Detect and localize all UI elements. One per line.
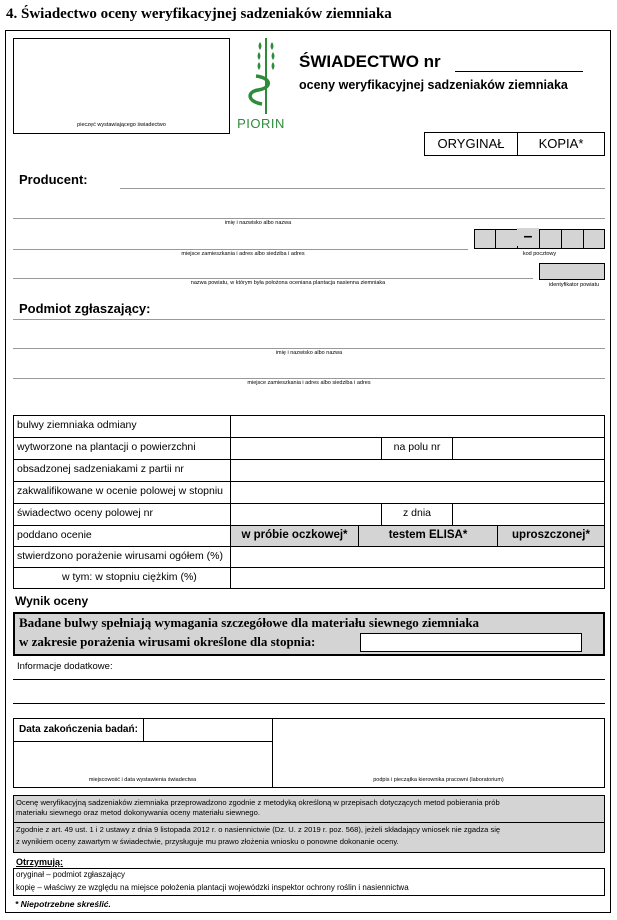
county-caption: nazwa powiatu, w którym była położona oceniana plantacja nasienna ziemniaka bbox=[190, 280, 386, 286]
postcode-dash: – bbox=[517, 228, 539, 246]
applicant-name-line bbox=[13, 348, 605, 349]
tab-copy-label: KOPIA* bbox=[538, 136, 584, 151]
producer-line-1 bbox=[120, 188, 605, 189]
additional-info-line-1 bbox=[13, 679, 605, 680]
producer-label: Producent: bbox=[19, 172, 88, 187]
virus-severe-text: w tym: w stopniu ciężkim (%) bbox=[62, 571, 197, 583]
row-field-cert-label: świadectwo oceny polowej nr bbox=[13, 503, 231, 526]
county-id-caption: identyfikator powiatu bbox=[548, 282, 600, 288]
dated-label: z dnia bbox=[381, 503, 453, 526]
applicant-address-caption: miejsce zamieszkania i adres albo siedziba i adres bbox=[247, 380, 371, 386]
recipients-label: Otrzymują: bbox=[16, 857, 64, 867]
producer-name-caption: imię i nazwisko albo nazwa bbox=[224, 220, 292, 226]
result-label: Wynik oceny bbox=[15, 594, 89, 608]
stamp-caption: pieczęć wystawiającego świadectwo bbox=[77, 122, 166, 128]
additional-info-label: Informacje dodatkowe: bbox=[17, 661, 113, 672]
row-planted-field[interactable] bbox=[230, 459, 605, 482]
result-line-2: w zakresie porażenia wirusami określone dla stopnia: bbox=[19, 634, 316, 649]
tab-original[interactable] bbox=[424, 132, 518, 156]
field-no-field[interactable] bbox=[452, 437, 605, 460]
cert-number-line bbox=[455, 71, 583, 72]
piorin-logo bbox=[236, 36, 286, 134]
recipient-original: oryginał – podmiot zgłaszający bbox=[16, 870, 125, 879]
row-produced-label: wytworzone na plantacji o powierzchni bbox=[13, 437, 231, 460]
field-no-label: na polu nr bbox=[381, 437, 453, 460]
tab-original-label: ORYGINAŁ bbox=[437, 136, 505, 151]
result-line-1: Badane bulwy spełniają wymagania szczegółowe dla materiału siewnego ziemniaka bbox=[19, 615, 480, 630]
county-line bbox=[13, 278, 533, 279]
notes-line-4: z wynikiem oceny zawartym w świadectwie, przysługuje mu prawo złożenia wniosku o ponowne dokonanie oceny. bbox=[16, 837, 399, 846]
notes-line-2: materiału siewnego oraz metod dokonywania oceny materiału siewnego. bbox=[16, 808, 260, 817]
applicant-line-1 bbox=[13, 319, 605, 320]
applicant-address-line bbox=[13, 378, 605, 379]
row-variety-field[interactable] bbox=[230, 415, 605, 438]
result-grade-field[interactable] bbox=[360, 633, 582, 652]
wheat-logo-icon bbox=[236, 36, 286, 116]
applicant-name-caption: imię i nazwisko albo nazwa bbox=[275, 350, 343, 356]
signature-caption: podpis i pieczątka kierownika pracowni (laboratorium) bbox=[373, 777, 504, 783]
dated-field[interactable] bbox=[452, 503, 605, 526]
notes-divider bbox=[13, 822, 605, 823]
row-field-cert-field[interactable] bbox=[230, 503, 382, 526]
notes-line-3: Zgodnie z art. 49 ust. 1 i 2 ustawy z dnia 9 listopada 2012 r. o nasiennictwie (Dz. U. z 2019 r. poz. 568), jeżeli składający wniosek nie zgadza się bbox=[16, 825, 501, 834]
logo-text: PIORIN bbox=[237, 116, 285, 131]
producer-address-line bbox=[13, 249, 468, 250]
place-date-caption: miejscowość i data wystawienia świadectwa bbox=[88, 777, 197, 783]
method-simple-option[interactable]: uproszczonej* bbox=[497, 525, 605, 547]
postcode-caption: kod pocztowy bbox=[522, 251, 557, 257]
row-subjected-label: poddano ocenie bbox=[13, 525, 231, 547]
row-virus-severe-label bbox=[13, 567, 231, 589]
stamp-box bbox=[13, 38, 230, 134]
cert-title: ŚWIADECTWO nr bbox=[299, 52, 441, 71]
row-virus-severe-field[interactable] bbox=[230, 567, 605, 589]
cert-subtitle: oceny weryfikacyjnej sadzeniaków ziemniaka bbox=[299, 78, 568, 92]
document-heading: 4. Świadectwo oceny weryfikacyjnej sadzeniaków ziemniaka bbox=[6, 6, 392, 22]
row-planted-label: obsadzonej sadzeniakami z partii nr bbox=[13, 459, 231, 482]
row-produced-field[interactable] bbox=[230, 437, 382, 460]
method-eye-option[interactable]: w próbie oczkowej* bbox=[230, 525, 359, 547]
end-date-field[interactable] bbox=[144, 718, 273, 742]
county-id-field[interactable] bbox=[539, 263, 605, 280]
row-qualified-field[interactable] bbox=[230, 481, 605, 504]
notes-line-1: Ocenę weryfikacyjną sadzeniaków ziemniaka przeprowadzono zgodnie z metodyką określoną w przepisach dotyczących metod pobierania prób bbox=[16, 798, 500, 807]
additional-info-line-2 bbox=[13, 703, 605, 704]
row-qualified-label: zakwalifikowane w ocenie polowej w stopniu bbox=[13, 481, 231, 504]
applicant-label: Podmiot zgłaszający: bbox=[19, 301, 151, 316]
producer-address-caption: miejsce zamieszkania i adres albo siedziba i adres bbox=[181, 251, 305, 257]
footnote: * Niepotrzebne skreślić. bbox=[15, 899, 111, 909]
tab-copy[interactable] bbox=[517, 132, 605, 156]
end-date-label: Data zakończenia badań: bbox=[19, 724, 138, 735]
producer-name-line bbox=[13, 218, 605, 219]
row-virus-total-field[interactable] bbox=[230, 546, 605, 568]
recipient-copy: kopię – właściwy ze względu na miejsce położenia plantacji wojewódzki inspektor ochrony roślin i nasiennictwa bbox=[16, 883, 409, 892]
row-variety-label: bulwy ziemniaka odmiany bbox=[13, 415, 231, 438]
method-elisa-option[interactable]: testem ELISA* bbox=[358, 525, 498, 547]
postcode-field[interactable] bbox=[474, 229, 605, 249]
row-virus-total-label: stwierdzono porażenie wirusami ogółem (%) bbox=[13, 546, 231, 568]
